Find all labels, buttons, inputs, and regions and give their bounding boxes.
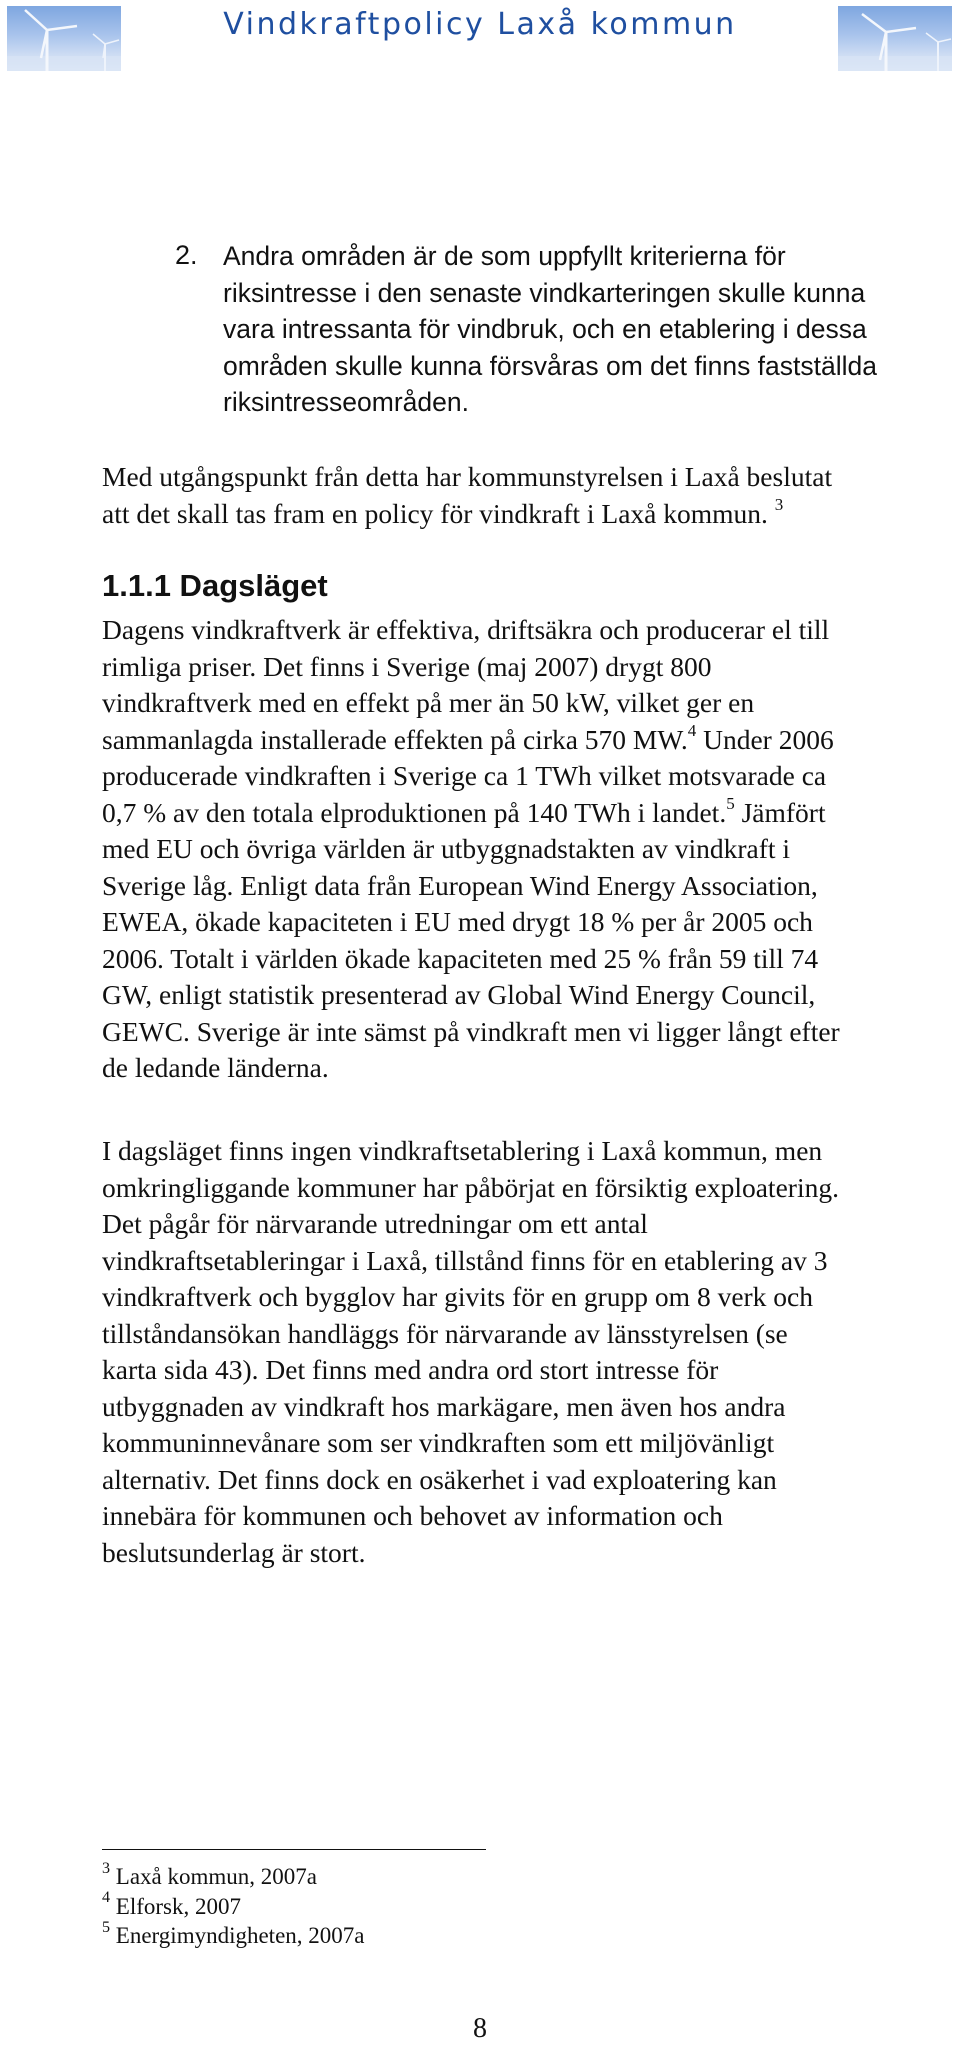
paragraph-line-text: Jämfört: [734, 796, 826, 828]
footnote-ref: 4: [687, 720, 697, 740]
paragraph-line: karta sida 43). Det finns med andra ord stort intresse för: [102, 1354, 719, 1385]
paragraph-line-text: Under 2006: [696, 723, 834, 755]
paragraph-line: utbyggnaden av vindkraft hos markägare, men även hos andra: [102, 1390, 786, 1422]
paragraph-line-text: sammanlagda installerade effekten på cirka 570 MW.: [102, 723, 688, 755]
footnote-separator: [102, 1849, 486, 1850]
footnote-text: Elforsk, 2007: [115, 1893, 242, 1919]
section-paragraph-1: [102, 612, 960, 1087]
paragraph-line: innebära för kommunen och behovet av information och: [102, 1500, 723, 1531]
footnote: [102, 1889, 364, 1922]
list-item-text: [223, 238, 960, 421]
footnotes: [102, 1859, 365, 1951]
intro-paragraph: [102, 459, 960, 532]
header-title: Vindkraftpolicy Laxå kommun: [223, 7, 737, 42]
paragraph-line: omkringliggande kommuner har påbörjat en försiktig exploatering.: [102, 1171, 839, 1203]
paragraph-line: alternativ. Det finns dock en osäkerhet i vad exploatering kan: [102, 1463, 777, 1495]
wind-turbine-icon: [838, 6, 952, 71]
list-item-line: riksintresse i den senaste vindkarteringen skulle kunna: [223, 277, 866, 308]
paragraph-line: [102, 795, 960, 832]
paragraph-line: tillståndansökan handläggs för närvarande av länsstyrelsen (se: [102, 1317, 788, 1349]
footnote: [102, 1918, 365, 1951]
paragraph-line: EWEA, ökade kapaciteten i EU med drygt 18 % per år 2005 och: [102, 906, 813, 937]
paragraph-line: kommuninnevånare som ser vindkraften som ett miljövänligt: [102, 1427, 775, 1458]
paragraph-line: producerade vindkraften i Sverige ca 1 TWh vilket motsvarade ca: [102, 760, 827, 791]
paragraph-line: [102, 722, 960, 759]
list-item-line: områden skulle kunna försvåras om det finns fastställda: [223, 350, 877, 381]
paragraph-line: rimliga priser. Det finns i Sverige (maj 2007) drygt 800: [102, 650, 712, 682]
list-item-line: Andra områden är de som uppfyllt kriterierna för: [223, 241, 786, 271]
footnote-text: Energimyndigheten, 2007a: [115, 1923, 365, 1948]
paragraph-line: vindkraftsetableringar i Laxå, tillstånd finns för en etablering av 3: [102, 1244, 828, 1276]
paragraph-line: Dagens vindkraftverk är effektiva, driftsäkra och producerar el till: [102, 614, 830, 645]
paragraph-line: vindkraftverk med en effekt på mer än 50 kW, vilket ger en: [102, 687, 755, 718]
paragraph-line: de ledande länderna.: [102, 1052, 329, 1083]
footnote-text: Laxå kommun, 2007a: [115, 1864, 318, 1889]
paragraph-line: beslutsunderlag är stort.: [102, 1536, 366, 1568]
paragraph-line: I dagsläget finns ingen vindkraftsetablering i Laxå kommun, men: [102, 1135, 823, 1166]
paragraph-line: Det pågår för närvarande utredningar om ett antal: [102, 1208, 648, 1239]
wind-turbine-logo-right: [838, 6, 952, 71]
list-item-line: riksintresseområden.: [223, 387, 469, 417]
footnote: [102, 1859, 364, 1892]
paragraph-line: med EU och övriga världen är utbyggnadstakten av vindkraft i: [102, 833, 791, 864]
paragraph-line: 2006. Totalt i världen ökade kapaciteten med 25 % från 59 till 74: [102, 942, 819, 974]
footnote-ref: 5: [726, 793, 735, 813]
paragraph-line: Med utgångspunkt från detta har kommunstyrelsen i Laxå beslutat: [102, 461, 833, 492]
footnote-number: 3: [102, 1859, 111, 1877]
footnote-number: 4: [102, 1889, 111, 1907]
paragraph-line-text: att det skall tas fram en policy för vindkraft i Laxå kommun.: [102, 497, 768, 529]
list-item-line: vara intressanta för vindbruk, och en etablering i dessa: [223, 314, 867, 344]
paragraph-line: Sverige låg. Enligt data från European Wind Energy Association,: [102, 869, 818, 901]
paragraph-line: [102, 496, 960, 533]
page-number: 8: [473, 2013, 487, 2044]
list-item-number: 2.: [175, 240, 198, 270]
paragraph-line: GEWC. Sverige är inte sämst på vindkraft men vi ligger långt efter: [102, 1015, 840, 1047]
page-header: [0, 0, 960, 80]
footnote-number: 5: [102, 1918, 111, 1936]
paragraph-line: vindkraftverk och bygglov har givits för en grupp om 8 verk och: [102, 1281, 814, 1312]
paragraph-line: GW, enligt statistik presenterad av Global Wind Energy Council,: [102, 979, 816, 1010]
section-paragraph-2: [102, 1133, 960, 1571]
paragraph-line-text: 0,7 % av den totala elproduktionen på 140 TWh i landet.: [102, 796, 727, 828]
footnote-ref: 3: [774, 494, 784, 514]
section-heading: 1.1.1 Dagsläget: [102, 568, 328, 603]
